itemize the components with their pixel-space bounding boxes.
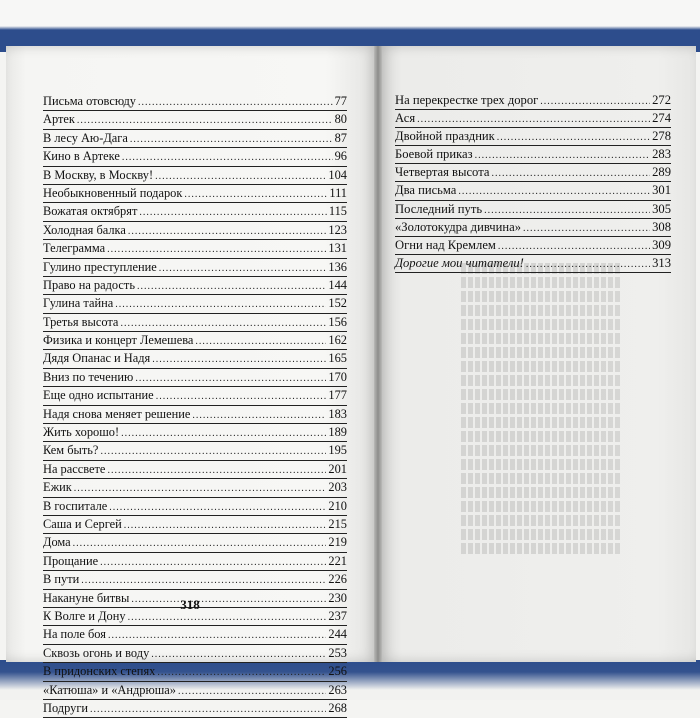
show-through-text: [460, 260, 620, 590]
toc-entry-page: 256: [328, 664, 347, 679]
toc-entry: [43, 479, 347, 497]
dot-leader: [74, 480, 327, 497]
toc-entry: [395, 237, 671, 255]
dot-leader: [130, 131, 333, 148]
toc-entry: [43, 203, 347, 221]
toc-entry-title: Надя снова меняет решение: [43, 406, 191, 421]
toc-entry-page: 237: [328, 608, 347, 623]
toc-entry-page: 177: [328, 388, 347, 403]
dot-leader: [128, 223, 327, 240]
dot-leader: [109, 499, 326, 516]
dot-leader: [540, 93, 650, 110]
toc-entry-title: Вожатая октябрят: [43, 204, 138, 219]
toc-entry-page: 313: [652, 255, 671, 270]
dot-leader: [152, 351, 326, 368]
dot-leader: [491, 165, 650, 182]
toc-entry-page: 244: [328, 627, 347, 642]
toc-entry-page: 144: [328, 277, 347, 292]
dot-leader: [115, 296, 326, 313]
toc-entry-page: 87: [334, 130, 347, 145]
dot-leader: [121, 425, 326, 442]
toc-entry-page: 230: [328, 590, 347, 605]
toc-entry-title: На перекрестке трех дорог: [395, 93, 539, 107]
toc-entry-title: Ася: [395, 111, 416, 126]
toc-entry-page: 308: [652, 219, 671, 234]
toc-entry-page: 289: [652, 165, 671, 180]
toc-entry-title: Накануне битвы: [43, 590, 130, 605]
dot-leader: [124, 517, 327, 534]
toc-entry-page: 283: [652, 147, 671, 162]
dot-leader: [81, 572, 326, 589]
toc-entry-page: 253: [328, 645, 347, 660]
dot-leader: [178, 683, 326, 700]
toc-entry-title: На рассвете: [43, 461, 106, 476]
toc-entry-page: 221: [328, 553, 347, 568]
toc-entry: [395, 219, 671, 237]
table-of-contents-right: [395, 92, 671, 273]
toc-entry: [395, 146, 671, 164]
toc-entry: [43, 93, 347, 111]
toc-entry-title: Физика и концерт Лемешева: [43, 333, 194, 348]
dot-leader: [484, 202, 650, 219]
toc-entry-page: 80: [334, 112, 347, 127]
toc-entry: [395, 164, 671, 182]
toc-entry-title: На поле боя: [43, 627, 106, 642]
dot-leader: [155, 168, 326, 185]
toc-entry-title: Вниз по течению: [43, 369, 134, 384]
toc-entry-page: 115: [328, 204, 347, 219]
dot-leader: [417, 111, 650, 128]
toc-entry-page: 226: [328, 572, 347, 587]
toc-entry-title: В придонских степях: [43, 664, 156, 679]
toc-entry: [43, 571, 347, 589]
toc-entry-title: Артек: [43, 112, 75, 127]
toc-entry: [395, 128, 671, 146]
toc-entry: [43, 626, 347, 644]
dot-leader: [526, 256, 650, 273]
toc-entry-page: 263: [328, 682, 347, 697]
dot-leader: [107, 241, 326, 258]
toc-entry-title: Четвертая высота: [395, 165, 490, 180]
toc-entry-title: Письма отовсюду: [43, 94, 136, 108]
toc-entry: [43, 295, 347, 313]
toc-entry: [43, 130, 347, 148]
toc-entry-title: Дядя Опанас и Надя: [43, 351, 151, 366]
toc-entry-title: Кем быть?: [43, 443, 99, 458]
toc-entry: [395, 110, 671, 128]
toc-entry-title: Огни над Кремлем: [395, 237, 496, 252]
dot-leader: [73, 535, 327, 552]
dot-leader: [192, 407, 326, 424]
dot-leader: [475, 147, 651, 164]
dot-leader: [156, 388, 327, 405]
toc-entry: [43, 663, 347, 681]
toc-entry-page: 96: [334, 149, 347, 164]
dot-leader: [184, 186, 327, 203]
dot-leader: [137, 278, 326, 295]
toc-entry: [43, 240, 347, 258]
toc-entry: [395, 182, 671, 200]
toc-entry-page: 309: [652, 237, 671, 252]
toc-entry-page: 210: [328, 498, 347, 513]
toc-entry-title: Гулино преступление: [43, 259, 157, 274]
toc-entry: [43, 498, 347, 516]
toc-entry-page: 301: [652, 183, 671, 198]
dot-leader: [108, 627, 326, 644]
toc-entry-title: Боевой приказ: [395, 147, 473, 162]
toc-entry-page: 274: [652, 111, 671, 126]
toc-entry: [43, 534, 347, 552]
dot-leader: [100, 443, 326, 460]
toc-entry-page: 131: [328, 241, 347, 256]
toc-entry-title: Ежик: [43, 480, 72, 495]
dot-leader: [77, 112, 333, 129]
dot-leader: [159, 260, 327, 277]
dot-leader: [139, 204, 326, 221]
table-of-contents-left: [43, 93, 347, 718]
toc-entry-page: 156: [328, 314, 347, 329]
toc-entry-page: 162: [328, 333, 347, 348]
dot-leader: [135, 370, 326, 387]
toc-entry-title: Гулина тайна: [43, 296, 114, 311]
dot-leader: [131, 591, 326, 608]
dot-leader: [157, 664, 326, 681]
toc-entry-title: Право на радость: [43, 277, 135, 292]
toc-entry: [43, 461, 347, 479]
toc-entry-title: Два письма: [395, 183, 457, 198]
toc-entry: [43, 682, 347, 700]
toc-entry-page: 165: [328, 351, 347, 366]
toc-entry-page: 104: [328, 167, 347, 182]
toc-entry: [43, 387, 347, 405]
dot-leader: [122, 149, 333, 166]
toc-entry: [43, 406, 347, 424]
toc-entry: [395, 201, 671, 219]
toc-entry-page: 170: [328, 369, 347, 384]
toc-entry: [43, 350, 347, 368]
toc-entry-title: К Волге и Дону: [43, 608, 126, 623]
toc-entry-title: Жить хорошо!: [43, 425, 120, 440]
toc-entry-title: Еще одно испытание: [43, 388, 154, 403]
toc-entry: [43, 148, 347, 166]
toc-entry-title: Сквозь огонь и воду: [43, 645, 150, 660]
toc-entry-title: Необыкновенный подарок: [43, 185, 183, 200]
toc-entry-page: 215: [328, 516, 347, 531]
toc-entry-title: Третья высота: [43, 314, 119, 329]
toc-entry: [43, 111, 347, 129]
dot-leader: [100, 554, 326, 571]
toc-entry: [43, 185, 347, 203]
toc-entry-title: Саша и Сергей: [43, 516, 122, 531]
book-gutter: [374, 46, 382, 662]
toc-entry-page: 272: [652, 93, 671, 107]
toc-entry-page: 136: [328, 259, 347, 274]
toc-entry-title: Телеграмма: [43, 241, 106, 256]
dot-leader: [120, 315, 326, 332]
toc-entry: [43, 369, 347, 387]
dot-leader: [195, 333, 326, 350]
toc-entry-page: 203: [328, 480, 347, 495]
toc-entry: [395, 255, 671, 273]
toc-entry: [43, 332, 347, 350]
dot-leader: [138, 94, 333, 111]
toc-entry-page: 278: [652, 129, 671, 144]
toc-entry: [43, 442, 347, 460]
toc-entry-title: В госпитале: [43, 498, 108, 513]
toc-entry: [43, 645, 347, 663]
toc-entry-page: 305: [652, 201, 671, 216]
toc-entry: [43, 277, 347, 295]
toc-entry: [43, 314, 347, 332]
toc-entry-page: 268: [328, 700, 347, 715]
toc-entry-page: 201: [328, 461, 347, 476]
toc-entry-page: 195: [328, 443, 347, 458]
toc-entry-title: В Москву, в Москву!: [43, 167, 154, 182]
toc-entry-title: «Золотокудра дивчина»: [395, 219, 521, 234]
toc-entry: [43, 516, 347, 534]
toc-entry: [43, 553, 347, 571]
toc-entry-title: Дорогие мои читатели!: [395, 255, 524, 270]
page-number: 318: [180, 597, 200, 612]
toc-entry-title: В лесу Аю-Дага: [43, 130, 128, 145]
toc-entry: [43, 167, 347, 185]
toc-entry-page: 152: [328, 296, 347, 311]
toc-entry-title: Кино в Артеке: [43, 149, 120, 164]
toc-entry: [395, 92, 671, 110]
book-cover-top: [0, 0, 700, 52]
toc-entry-title: Прощание: [43, 553, 99, 568]
dot-leader: [458, 183, 650, 200]
toc-entry-title: В пути: [43, 572, 80, 587]
toc-entry-page: 77: [334, 94, 347, 108]
toc-entry-title: Двойной праздник: [395, 129, 495, 144]
toc-entry-page: 111: [329, 185, 347, 200]
dot-leader: [498, 238, 650, 255]
toc-entry-title: Холодная балка: [43, 222, 126, 237]
toc-entry-page: 189: [328, 425, 347, 440]
toc-entry-title: Дома: [43, 535, 71, 550]
toc-entry: [43, 700, 347, 718]
dot-leader: [151, 646, 326, 663]
dot-leader: [90, 701, 326, 718]
dot-leader: [107, 462, 326, 479]
toc-entry: [43, 222, 347, 240]
toc-entry: [43, 259, 347, 277]
toc-entry-page: 183: [328, 406, 347, 421]
dot-leader: [523, 220, 650, 237]
dot-leader: [497, 129, 650, 146]
toc-entry: [43, 424, 347, 442]
dot-leader: [128, 609, 327, 626]
toc-entry-page: 219: [328, 535, 347, 550]
toc-entry-title: Подруги: [43, 700, 89, 715]
toc-entry-page: 123: [328, 222, 347, 237]
toc-entry-title: «Катюша» и «Андрюша»: [43, 682, 176, 697]
toc-entry-title: Последний путь: [395, 201, 483, 216]
